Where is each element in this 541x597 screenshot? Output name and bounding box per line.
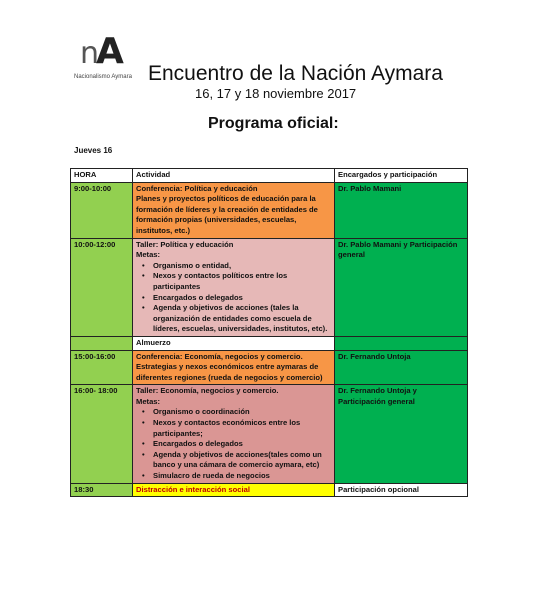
metas-list [136,407,332,481]
header-encargados: Encargados y participación [335,169,468,183]
metas-label: Metas: [136,250,161,260]
event-title: Encuentro de la Nación Aymara [148,62,443,85]
logo-letter-a: A [96,31,121,72]
activity-description: Estrategias y nexos económicos entre aymaras de diferentes regiones (rueda de negocios y comercio) [136,362,323,382]
time-cell: 16:00- 18:00 [71,385,133,483]
event-dates: 16, 17 y 18 noviembre 2017 [195,86,357,101]
program-heading: Programa oficial: [208,115,339,132]
activity-cell: Distracción e interacción social [133,483,335,497]
list-item: • Encargados o delegados [146,439,332,450]
program-table [70,168,468,497]
table-row [71,182,468,238]
time-cell: 10:00-12:00 [71,238,133,336]
responsible-cell: Dr. Fernando Untoja [335,350,468,385]
list-item: • Organismo o coordinación [146,407,332,418]
responsible-cell: Dr. Fernando Untoja y Participación general [335,385,468,483]
time-cell: 9:00-10:00 [71,182,133,238]
activity-title: Conferencia: Economía, negocios y comercio. [136,351,303,361]
table-row [71,350,468,385]
activity-cell [133,238,335,336]
activity-title: Conferencia: Política y educación [136,183,258,193]
responsible-cell [335,336,468,350]
time-cell: 15:00-16:00 [71,350,133,385]
logo-caption: Nacionalismo Aymara [74,74,132,80]
list-item: • Simulacro de rueda de negocios [146,471,332,482]
logo-letter-n: n [80,36,97,71]
responsible-cell: Dr. Pablo Mamani [335,182,468,238]
list-item: • Agenda y objetivos de acciones (tales la organización de entidades como escuela de líderes, escuelas, universidades, institutos, etc). [146,303,332,335]
logo [74,31,154,84]
table-row [71,385,468,483]
activity-cell [133,385,335,483]
table-row [71,483,468,497]
header-actividad: Actividad [133,169,335,183]
activity-cell [133,182,335,238]
header-hora: HORA [71,169,133,183]
table-row [71,238,468,336]
list-item: • Organismo o entidad, [146,261,332,272]
table-header-row [71,169,468,183]
list-item: • Agenda y objetivos de acciones(tales como un banco y una cámara de comercio aymara, etc) [146,450,332,471]
table-row [71,336,468,350]
list-item: • Nexos y contactos políticos entre los participantes [146,271,332,292]
list-item: • Encargados o delegados [146,293,332,304]
activity-title: Taller: Política y educación [136,239,234,249]
day-label: Jueves 16 [74,146,113,155]
activity-description: Planes y proyectos políticos de educación para la formación de líderes y la creación de entidades de formación propias (universidades, escuelas, institutos, etc.) [136,194,318,235]
time-cell [71,336,133,350]
metas-label: Metas: [136,396,161,406]
responsible-cell: Participación opcional [335,483,468,497]
logo-mark [80,31,121,72]
activity-cell [133,350,335,385]
time-cell: 18:30 [71,483,133,497]
responsible-cell: Dr. Pablo Mamani y Participación general [335,238,468,336]
list-item: • Nexos y contactos económicos entre los participantes; [146,418,332,439]
metas-list [136,261,332,335]
activity-cell: Almuerzo [133,336,335,350]
activity-title: Taller: Economía, negocios y comercio. [136,386,279,396]
